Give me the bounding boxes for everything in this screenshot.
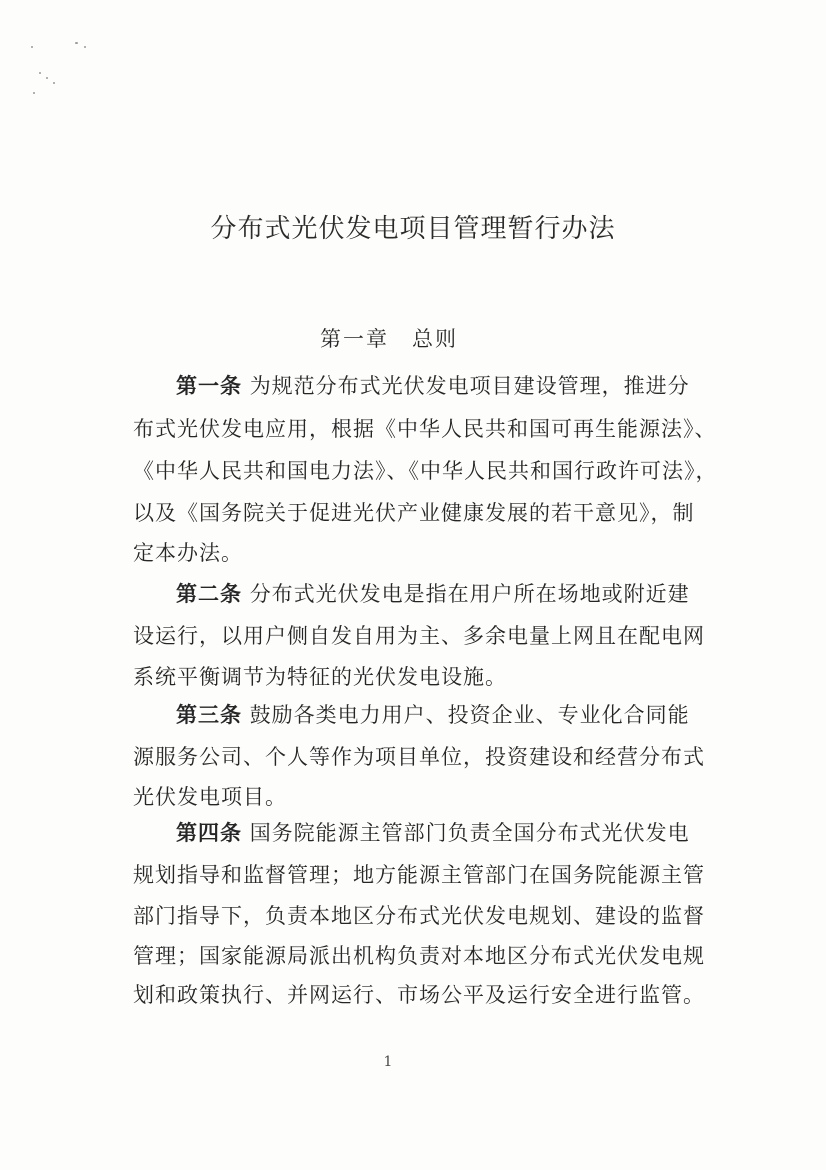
- article-2-text: 分布式光伏发电是指在用户所在场地或附近建: [249, 582, 690, 606]
- article-4-text: 国务院能源主管部门负责全国分布式光伏发电: [249, 821, 690, 845]
- document-title: 分布式光伏发电项目管理暂行办法: [210, 214, 616, 244]
- article-4-line-4: 管理；国家能源局派出机构负责对本地区分布式光伏发电规: [133, 944, 705, 968]
- scan-speck: [53, 82, 55, 84]
- scan-speck: [84, 46, 86, 48]
- article-4-line-5: 划和政策执行、并网运行、市场公平及运行安全进行监管。: [133, 983, 705, 1007]
- article-1-label: 第一条: [176, 373, 242, 398]
- scan-speck: [39, 72, 41, 74]
- scan-speck: [31, 46, 33, 48]
- article-3-label: 第三条: [176, 702, 242, 727]
- article-2-line-3: 系统平衡调节为特征的光伏发电设施。: [133, 665, 507, 689]
- article-1-line-4: 以及《国务院关于促进光伏产业健康发展的若干意见》，制: [133, 501, 695, 525]
- article-3-line-3: 光伏发电项目。: [133, 785, 287, 809]
- article-3-line-1: [176, 700, 690, 730]
- article-2-label: 第二条: [176, 581, 242, 606]
- article-4-label: 第四条: [176, 820, 242, 845]
- scan-speck: [75, 42, 78, 44]
- page-number: 1: [383, 1054, 393, 1070]
- article-2-line-1: [176, 579, 690, 609]
- chapter-heading: 第一章 总则: [320, 327, 458, 351]
- scan-speck: [33, 92, 35, 94]
- article-1-line-2: 布式光伏发电应用，根据《中华人民共和国可再生能源法》、: [133, 417, 717, 441]
- article-1-line-3: 《中华人民共和国电力法》、《中华人民共和国行政许可法》，: [133, 459, 718, 483]
- article-1-text: 为规范分布式光伏发电项目建设管理，推进分: [249, 374, 690, 398]
- article-3-line-2: 源服务公司、个人等作为项目单位，投资建设和经营分布式: [133, 745, 705, 769]
- article-4-line-1: [176, 818, 690, 848]
- article-4-line-3: 部门指导下，负责本地区分布式光伏发电规划、建设的监督: [133, 904, 705, 928]
- article-1-line-5: 定本办法。: [133, 541, 243, 565]
- article-2-line-2: 设运行，以用户侧自发自用为主、多余电量上网且在配电网: [133, 624, 705, 648]
- scan-speck: [46, 77, 48, 79]
- article-3-text: 鼓励各类电力用户、投资企业、专业化合同能: [249, 703, 690, 727]
- article-1-line-1: [176, 371, 690, 401]
- article-4-line-2: 规划指导和监督管理；地方能源主管部门在国务院能源主管: [133, 863, 705, 887]
